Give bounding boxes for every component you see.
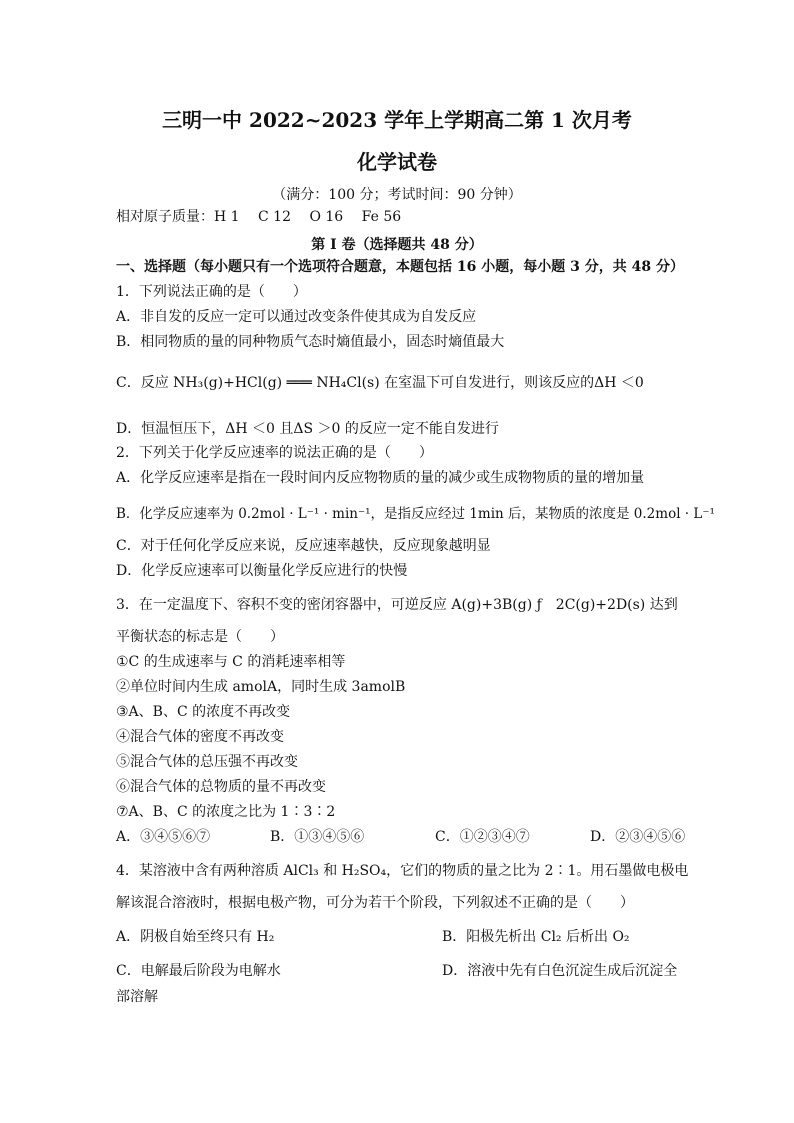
section-title: 第 I 卷（选择题共 48 分） — [311, 237, 483, 253]
q3-stem-line1: 3．在一定温度下、容积不变的密闭容器中，可逆反应 A(g)+3B(g) ƒ 2C(g)+2D(s) 达到 — [116, 597, 678, 613]
q3-item: ⑥混合气体的总物质的量不再改变 — [116, 779, 326, 795]
atomic-mass-line: 相对原子质量：H 1 C 12 O 16 Fe 56 — [116, 209, 402, 225]
q3-item: ①C 的生成速率与 C 的消耗速率相等 — [116, 654, 346, 670]
q3-item: ⑤混合气体的总压强不再改变 — [116, 754, 298, 770]
q2-option-b: B．化学反应速率为 0.2mol · L⁻¹ · min⁻¹，是指反应经过 1min 后，某物质的浓度是 0.2mol · L⁻¹ — [116, 506, 715, 522]
q3-option-b: B．①③④⑤⑥ — [270, 829, 365, 845]
q4-option-b: B．阳极先析出 Cl₂ 后析出 O₂ — [442, 929, 630, 945]
q2-stem: 2．下列关于化学反应速率的说法正确的是（ ） — [116, 445, 433, 461]
q4-stem-line1: 4．某溶液中含有两种溶质 AlCl₃ 和 H₂SO₄，它们的物质的量之比为 2∶1。用石墨做电极电 — [116, 863, 689, 879]
q3-option-d: D．②③④⑤⑥ — [590, 829, 686, 845]
exam-meta: （满分：100 分；考试时间：90 分钟） — [272, 187, 522, 203]
q3-option-a: A．③④⑤⑥⑦ — [116, 829, 211, 845]
q2-option-c: C．对于任何化学反应来说，反应速率越快，反应现象越明显 — [116, 538, 491, 554]
q4-option-d: D．溶液中先有白色沉淀生成后沉淀全 — [442, 963, 678, 979]
section-heading: 一、选择题（每小题只有一个选项符合题意，本题包括 16 小题，每小题 3 分，共 48 分） — [116, 259, 684, 275]
q4-option-d-continued: 部溶解 — [116, 989, 158, 1005]
q3-option-c: C．①②③④⑦ — [435, 829, 530, 845]
q4-option-c: C．电解最后阶段为电解水 — [116, 963, 281, 979]
exam-subtitle: 化学试卷 — [357, 150, 437, 174]
q2-option-a: A．化学反应速率是指在一段时间内反应物物质的量的减少或生成物物质的量的增加量 — [116, 470, 645, 486]
q3-item: ③A、B、C 的浓度不再改变 — [116, 704, 291, 720]
q4-stem-line2: 解该混合溶液时，根据电极产物，可分为若干个阶段，下列叙述不正确的是（ ） — [116, 895, 634, 911]
q1-option-a: A．非自发的反应一定可以通过改变条件使其成为自发反应 — [116, 309, 477, 325]
q2-option-d: D．化学反应速率可以衡量化学反应进行的快慢 — [116, 563, 408, 579]
q4-option-a: A．阴极自始至终只有 H₂ — [116, 929, 275, 945]
q3-stem-line2: 平衡状态的标志是（ ） — [116, 629, 284, 645]
q1-option-c: C．反应 NH₃(g)+HCl(g) ═══ NH₄Cl(s) 在室温下可自发进行，则该反应的ΔH ＜0 — [116, 375, 644, 391]
q1-stem: 1．下列说法正确的是（ ） — [116, 284, 307, 300]
q3-item: ⑦A、B、C 的浓度之比为 1∶3∶2 — [116, 804, 336, 820]
q1-option-b: B．相同物质的量的同种物质气态时熵值最小，固态时熵值最大 — [116, 334, 505, 350]
q1-option-d: D．恒温恒压下，ΔH ＜0 且ΔS ＞0 的反应一定不能自发进行 — [116, 421, 499, 437]
exam-title: 三明一中 2022~2023 学年上学期高二第 1 次月考 — [162, 108, 632, 132]
q3-item: ④混合气体的密度不再改变 — [116, 729, 284, 745]
q3-item: ②单位时间内生成 amolA，同时生成 3amolB — [116, 679, 406, 695]
